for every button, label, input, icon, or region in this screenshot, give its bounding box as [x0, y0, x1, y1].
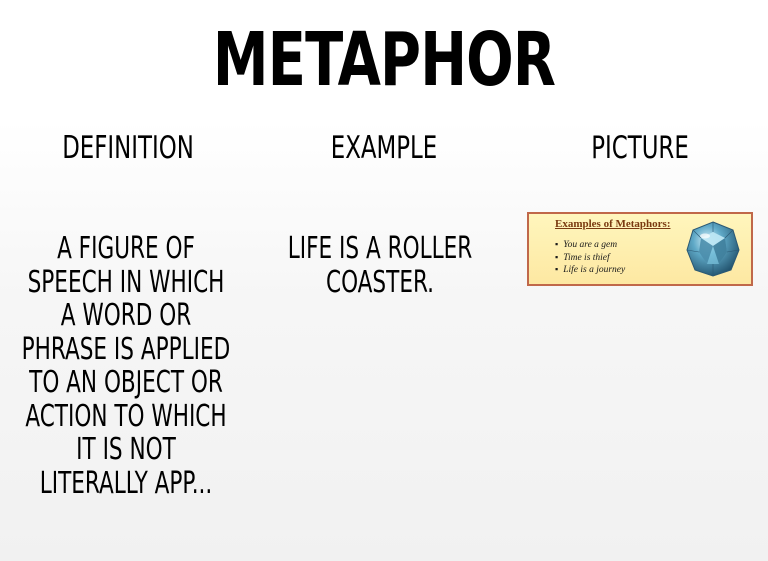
definition-line: SPEECH IN WHICH — [27, 264, 225, 300]
definition-line: TO AN OBJECT OR — [29, 365, 223, 400]
example-line: COASTER. — [326, 264, 434, 300]
picture-image — [527, 212, 753, 286]
definition-line: A WORD OR — [60, 298, 192, 333]
example-line: LIFE IS A ROLLER — [287, 231, 473, 266]
picture-card-item: ▪ You are a gem — [555, 239, 625, 252]
slide-title: METAPHOR — [212, 17, 556, 103]
gemstone-icon — [685, 220, 741, 278]
picture-card-item: ▪ Life is a journey — [555, 264, 625, 277]
definition-line: ACTION TO WHICH — [25, 398, 227, 434]
definition-line: LITERALLY APP... — [39, 465, 213, 501]
picture-card-item: ▪ Time is thief — [555, 252, 625, 265]
definition-text — [14, 232, 238, 500]
picture-card-list — [555, 239, 625, 277]
picture-card-title: Examples of Metaphors: — [555, 218, 671, 230]
definition-line: A FIGURE OF — [57, 231, 195, 266]
example-text — [268, 232, 492, 299]
picture-header: PICTURE — [591, 130, 689, 166]
definition-header: DEFINITION — [62, 130, 194, 166]
definition-line: IT IS NOT — [76, 432, 176, 467]
example-header: EXAMPLE — [330, 130, 438, 166]
definition-line: PHRASE IS APPLIED — [21, 331, 231, 367]
